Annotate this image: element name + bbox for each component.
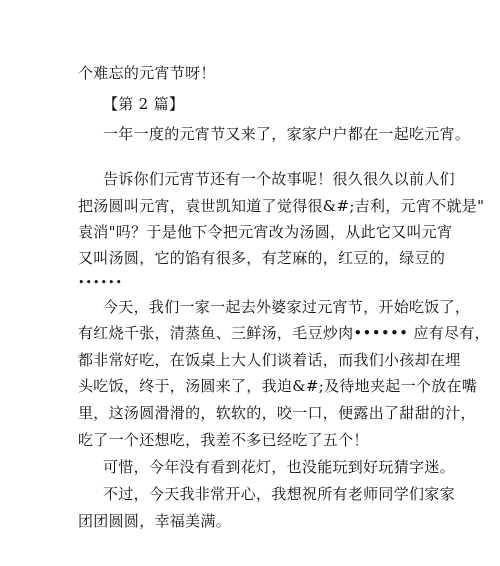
text-line-6: 袁消"吗？于是他下令把元宵改为汤圆，从此它又叫元宵 xyxy=(78,223,453,241)
text-line-4: 告诉你们元宵节还有一个故事呢！很久很久以前人们 xyxy=(103,170,455,188)
text-line-12: 头吃饭，终于，汤圆来了，我迫&#;及待地夹起一个放在嘴 xyxy=(78,377,478,395)
text-line-10: 有红烧千张，清蒸鱼、三鲜汤，毛豆炒肉•••••• 应有尽有， xyxy=(78,324,490,342)
text-line-15: 可惜，今年没有看到花灯，也没能玩到好玩猜字迷。 xyxy=(103,458,455,476)
text-line-17: 团团圆圆，幸福美满。 xyxy=(78,512,232,530)
ellipsis-line: •••••• xyxy=(78,276,123,289)
text-line-7: 又叫汤圆，它的馅有很多，有芝麻的，红豆的，绿豆的 xyxy=(78,249,446,267)
section-heading: 【第 2 篇】 xyxy=(103,95,185,113)
text-line-9: 今天，我们一家一起去外婆家过元宵节，开始吃饭了， xyxy=(103,298,471,316)
text-line-16: 不过，今天我非常开心，我想祝所有老师同学们家家 xyxy=(103,485,455,503)
text-line-5: 把汤圆叫元宵，袁世凯知道了觉得很&#;吉利，元宵不就是" xyxy=(78,197,485,215)
text-line-14: 吃了一个还想吃，我差不多已经吃了五个！ xyxy=(78,431,369,449)
text-line-3: 一年一度的元宵节又来了，家家户户都在一起吃元宵。 xyxy=(103,125,471,143)
text-line-13: 里，这汤圆滑滑的，软软的，咬一口，便露出了甜甜的汁， xyxy=(78,404,476,422)
text-line-1: 个难忘的元宵节呀！ xyxy=(78,64,216,82)
text-line-11: 都非常好吃，在饭桌上大人们谈着话，而我们小孩却在埋 xyxy=(78,351,461,369)
